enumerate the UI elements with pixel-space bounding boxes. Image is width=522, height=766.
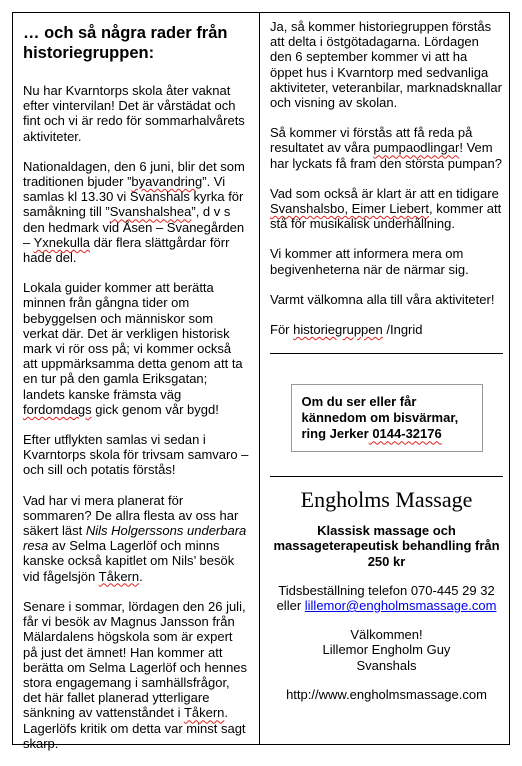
text: fordomdags — [23, 401, 92, 417]
text: pumpaodlingar — [373, 140, 460, 156]
paragraph-pumpkins — [270, 125, 503, 171]
left-column — [13, 13, 259, 766]
bee-swarm-callout — [291, 384, 483, 452]
paragraph-ostgotadagarna: Ja, så kommer historiegruppen förstås att delta i östgötadagarna. Lördagen den 6 september kommer vi att ha öppet hus i Kvarntorp med sedvanliga aktiviteter, veteranbilar, marknadsknallar och visning av skolan. — [270, 19, 502, 111]
text: Svanshalshea — [109, 204, 192, 220]
phone-number: 0144-32176 — [368, 426, 442, 442]
text: historiegruppen — [293, 322, 383, 338]
text: /Ingrid — [382, 322, 423, 338]
text: ”. Vi samlas kl 13.30 vi Svanshals kyrka för samåkning till ” — [23, 174, 244, 220]
ad-url: http://www.engholmsmassage.com — [286, 686, 487, 702]
paragraph-summer-plans — [23, 493, 249, 584]
text: Senare i sommar, lördagen den 26 juli, får vi besök av Magnus Jansson från Mälardalens högskola som är expert på just det ämnet! Han kommer att berätta om Selma Lagerlöf och hennes stora engagemang i samhällsfrågor, det här fallet planerad ytterligare sänkning av vattenståndet i — [23, 598, 248, 721]
text: Tåkern — [183, 705, 225, 721]
paragraph-after-trip: Efter utflykten samlas vi sedan i Kvarntorps skola för trivsam samvaro – och sill och potatis förstås! — [23, 432, 249, 478]
text: Yxnekulla — [33, 234, 90, 250]
text: . Lagerlöfs kritik om detta var minst sagt skarp. — [23, 705, 246, 751]
history-heading: … och så några rader från historiegruppen: — [23, 24, 228, 62]
paragraph-spring: Nu har Kvarntorps skola åter vaknat efter vintervilan! Det är vårstädat och fint och vi är redo för sommarhalvårets aktiviteter. — [23, 83, 245, 144]
text: Svanshals — [356, 657, 417, 673]
text: Vad har vi mera planerat för sommaren? De allra flesta av oss har säkert läst — [23, 492, 239, 539]
text: byavandring — [131, 174, 203, 190]
text: Välkommen! — [350, 627, 423, 643]
text: Svanshalsbo, Eimer Liebert — [270, 201, 429, 217]
ad-booking — [270, 583, 503, 613]
text: där flera slättgårdar förr hade del. — [23, 234, 230, 266]
ad-contact — [270, 627, 503, 673]
paragraph-welcome: Varmt välkomna alla till våra aktiviteter! — [270, 291, 495, 307]
text: av Selma Lagerlöf och minns kanske också kapitlet om Nils’ besök vid fågelsjön — [23, 538, 235, 584]
paragraph-national-day — [23, 159, 249, 265]
text: Om du ser eller får kännedom om bisvärmar, ring Jerker — [301, 394, 459, 442]
paragraph-inform: Vi kommer att informera mera om begivenheterna när de närmar sig. — [270, 246, 469, 277]
text: Lillemor Engholm Guy — [322, 642, 451, 658]
text: , kommer att stå för musikalisk underhållning. — [270, 201, 502, 232]
text: ”, d v s den hedmark vid Åsen – Svanegården – — [23, 204, 245, 250]
email-link[interactable]: lillemor@engholmsmassage.com — [304, 598, 497, 614]
ad-title: Engholms Massage — [300, 487, 473, 513]
text: Tåkern — [98, 568, 140, 584]
right-column — [260, 13, 511, 702]
newsletter-page — [12, 12, 510, 751]
book-title: Nils Holgerssons underbara resa — [23, 523, 247, 554]
signature — [270, 322, 503, 337]
text: Lokala guider kommer att berätta minnen från gångna tider om bebyggelsen och människor som verkat där. Det är verkligen historisk mark vi rör oss på; vi kommer också att uppmärksamma detta genom att ta en tur på den gamla Eriksgatan; landets kanske främsta väg — [23, 280, 243, 402]
paragraph-music — [270, 186, 503, 232]
text: gick genom vår bygd! — [91, 401, 219, 417]
paragraph-july-visit — [23, 599, 249, 751]
text: . — [139, 568, 143, 584]
text: Vad som också är klart är att en tidigare — [270, 185, 499, 201]
text: eller — [276, 598, 305, 614]
text: Nationaldagen, den 6 juni, blir det som traditionen bjuder ” — [23, 158, 245, 190]
text: Tidsbeställning telefon 070-445 29 32 — [278, 582, 495, 598]
ad-tagline: Klassisk massage och massageterapeutisk behandling från 250 kr — [273, 523, 500, 569]
paragraph-guides — [23, 280, 249, 417]
text: För — [270, 322, 294, 338]
text: Så kommer vi förstås att få reda på resultatet av våra — [270, 125, 473, 156]
text: ! Vem har lyckats få fram den största pumpan? — [270, 140, 502, 171]
